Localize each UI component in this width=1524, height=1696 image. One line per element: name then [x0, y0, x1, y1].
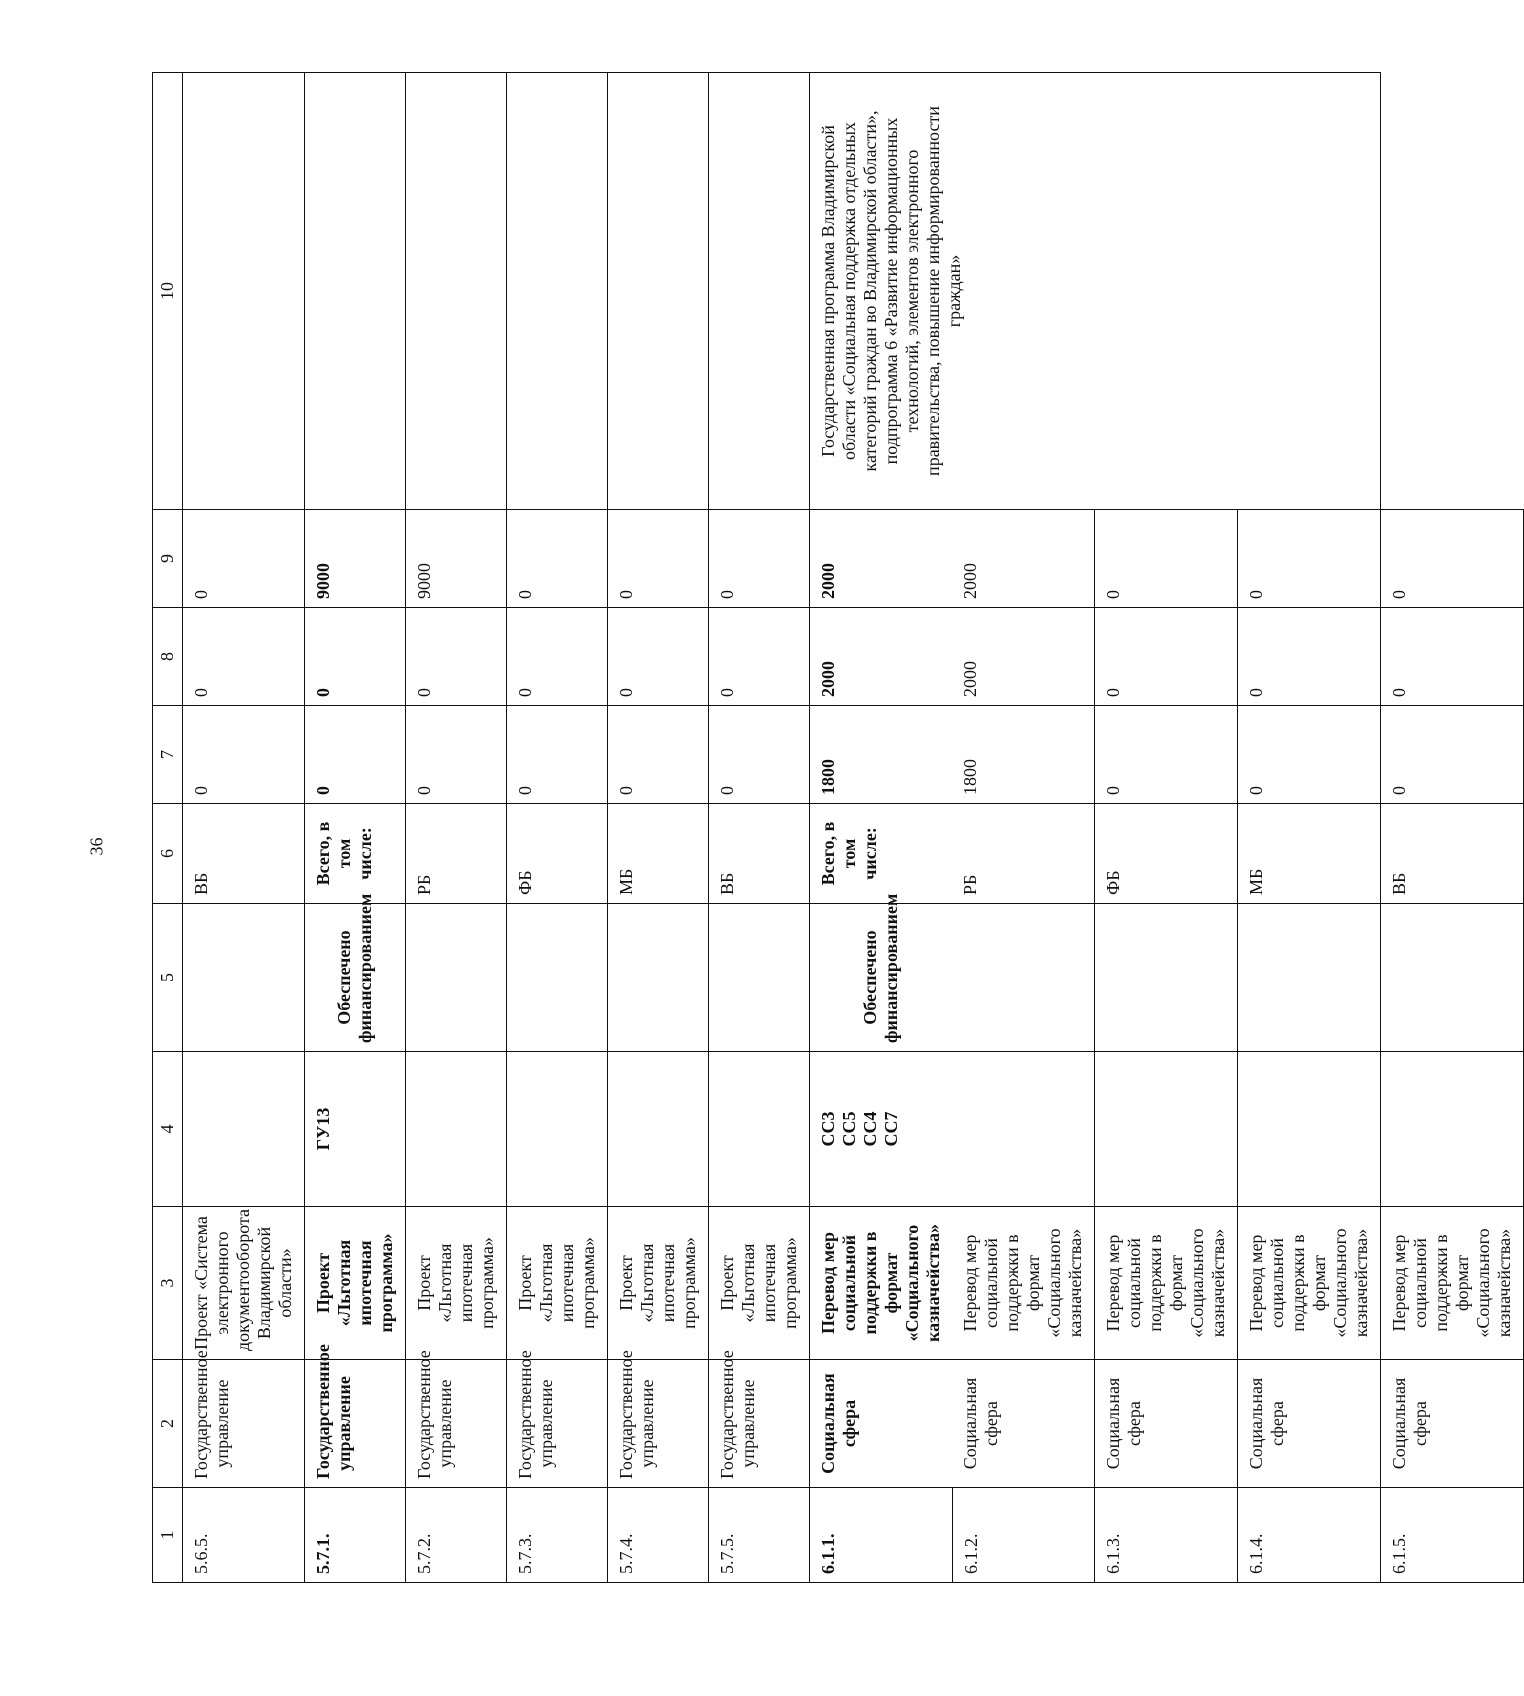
col-header: 10: [153, 73, 183, 510]
value-col7-cell: [1238, 706, 1381, 804]
source-cell: [305, 804, 406, 904]
row-id-cell-text: 5.7.4.: [616, 1533, 636, 1574]
name-cell-text: Проект «Льготная ипотечная программа»: [717, 1237, 800, 1329]
status-cell: [183, 904, 305, 1052]
col-header: 8: [153, 608, 183, 706]
source-cell-text: ВБ: [717, 872, 737, 895]
sphere-cell: [1238, 1360, 1381, 1488]
name-cell: [305, 1207, 406, 1360]
value-col8-cell-text: 0: [313, 688, 333, 697]
value-col9-cell-text: 2000: [818, 563, 838, 599]
sphere-cell-text: Социальная сфера: [1103, 1377, 1144, 1470]
value-col9-cell-text: 0: [616, 590, 636, 599]
value-col7-cell-text: 0: [1246, 786, 1266, 795]
row-id-cell-text: 5.6.5.: [191, 1533, 211, 1574]
source-cell-text: Всего, в том числе:: [818, 821, 880, 886]
source-cell-text: МБ: [616, 868, 636, 895]
row-id-cell: [406, 1488, 507, 1583]
name-cell-text: Проект «Льготная ипотечная программа»: [313, 1233, 396, 1333]
value-col9-cell: [709, 510, 810, 608]
table-row: [305, 73, 406, 1583]
col-header: 7: [153, 706, 183, 804]
value-col7-cell: [507, 706, 608, 804]
row-id-cell: [305, 1488, 406, 1583]
status-cell: [709, 904, 810, 1052]
code-cell: [709, 1052, 810, 1207]
value-col8-cell: [507, 608, 608, 706]
header-row: [153, 73, 183, 1583]
name-cell: [507, 1207, 608, 1360]
code-cell: [952, 1052, 1095, 1207]
value-col9-cell: [1381, 510, 1524, 608]
value-col8-cell-text: 0: [616, 688, 636, 697]
source-cell-text: ФБ: [1103, 870, 1123, 895]
code-cell-text: ГУ13: [313, 1107, 333, 1151]
sphere-cell: [305, 1344, 406, 1488]
table-row: [507, 73, 608, 1583]
code-cell-text: СС3 СС5 СС4 СС7: [818, 1111, 901, 1147]
value-col9-cell-text: 9000: [313, 563, 333, 599]
program-note-text: Государственная программа Владимирской области «Социальная поддержка отдельных категорий граждан во Владимирской области», подпрограмма 6 «Развитие информационных технологий, элементов электронного правительства, повышение информированности граждан»: [818, 106, 964, 476]
value-col9-cell: [1095, 510, 1238, 608]
value-col8-cell: [952, 608, 1095, 706]
value-col8-cell-text: 0: [1246, 688, 1266, 697]
status-cell: [810, 893, 953, 1052]
value-col7-cell: [305, 706, 406, 804]
value-col9-cell-text: 0: [191, 590, 211, 599]
value-col7-cell: [952, 706, 1095, 804]
source-cell: [952, 804, 1095, 904]
value-col7-cell-text: 0: [1103, 786, 1123, 795]
value-col8-cell-text: 0: [1103, 688, 1123, 697]
code-cell: [1381, 1052, 1524, 1207]
value-col7-cell-text: 1800: [960, 759, 980, 795]
code-cell: [305, 1052, 406, 1207]
sphere-cell: [952, 1360, 1095, 1488]
code-cell: [810, 1052, 953, 1207]
sphere-cell: [608, 1350, 709, 1488]
name-cell: [608, 1207, 709, 1360]
value-col7-cell: [406, 706, 507, 804]
value-col9-cell: [507, 510, 608, 608]
empty-note-cell: [183, 73, 305, 510]
name-cell-text: Проект «Система электронного документооборота Владимирской области»: [191, 1208, 295, 1351]
name-cell: [1095, 1207, 1238, 1360]
status-cell: [1095, 904, 1238, 1052]
value-col8-cell: [810, 608, 953, 706]
col-header: 1: [153, 1488, 183, 1583]
row-id-cell: [1238, 1488, 1381, 1583]
value-col9-cell: [305, 510, 406, 608]
row-id-cell-text: 5.7.5.: [717, 1533, 737, 1574]
row-id-cell-text: 5.7.1.: [313, 1533, 333, 1574]
source-cell: [1095, 804, 1238, 904]
row-id-cell-text: 6.1.2.: [960, 1533, 981, 1574]
name-cell-text: Проект «Льготная ипотечная программа»: [515, 1237, 598, 1329]
table-row: [406, 73, 507, 1583]
empty-note-cell: [608, 73, 709, 510]
value-col8-cell-text: 0: [515, 688, 535, 697]
col-header: 5: [153, 904, 183, 1052]
value-col8-cell: [608, 608, 709, 706]
sphere-cell: [406, 1350, 507, 1488]
value-col7-cell-text: 0: [717, 786, 737, 795]
sphere-cell-text: Социальная сфера: [960, 1377, 1001, 1470]
empty-note-cell: [406, 73, 507, 510]
col-header: 6: [153, 804, 183, 904]
value-col9-cell-text: 0: [717, 590, 737, 599]
source-cell-text: ФБ: [515, 870, 535, 895]
sphere-cell: [507, 1350, 608, 1488]
row-id-cell-text: 5.7.2.: [414, 1533, 434, 1574]
table-row: [1381, 73, 1524, 1583]
source-cell: [709, 804, 810, 904]
table-row: [810, 73, 953, 1583]
value-col9-cell-text: 9000: [414, 563, 434, 599]
value-col8-cell-text: 0: [1389, 688, 1409, 697]
sphere-cell-text: Социальная сфера: [1246, 1377, 1287, 1470]
value-col7-cell: [709, 706, 810, 804]
row-id-cell: [608, 1488, 709, 1583]
sphere-cell-text: Государственное управление: [191, 1350, 232, 1479]
source-cell: [608, 804, 709, 904]
status-cell: [952, 904, 1095, 1052]
code-cell: [183, 1052, 305, 1207]
value-col8-cell: [1381, 608, 1524, 706]
value-col8-cell-text: 2000: [960, 661, 980, 697]
sphere-cell: [1095, 1360, 1238, 1488]
value-col9-cell-text: 0: [1103, 590, 1123, 599]
value-col9-cell-text: 0: [515, 590, 535, 599]
col-header: 4: [153, 1052, 183, 1207]
source-cell: [406, 804, 507, 904]
name-cell: [183, 1207, 305, 1360]
status-cell: [1238, 904, 1381, 1052]
status-cell: [1381, 904, 1524, 1052]
value-col9-cell-text: 2000: [960, 563, 980, 599]
row-id-cell-text: 5.7.3.: [515, 1533, 535, 1574]
value-col7-cell-text: 0: [1389, 786, 1409, 795]
name-cell: [406, 1207, 507, 1360]
page-number: 36: [86, 837, 107, 856]
sphere-cell-text: Государственное управление: [515, 1350, 556, 1479]
value-col9-cell: [810, 510, 953, 608]
program-note-cell: [810, 73, 1381, 510]
value-col7-cell-text: 0: [313, 786, 333, 795]
name-cell: [952, 1207, 1095, 1360]
value-col8-cell-text: 0: [414, 688, 434, 697]
row-id-cell-text: 6.1.1.: [818, 1533, 838, 1574]
measures-table: [152, 72, 1524, 1583]
table-body: [183, 73, 1524, 1583]
source-cell: [1381, 804, 1524, 904]
value-col7-cell-text: 1800: [818, 759, 838, 795]
col-header: 2: [153, 1360, 183, 1488]
row-id-cell-text: 6.1.3.: [1103, 1533, 1123, 1574]
value-col7-cell: [1095, 706, 1238, 804]
source-cell: [507, 804, 608, 904]
value-col8-cell: [183, 608, 305, 706]
table-row: [183, 73, 305, 1583]
value-col8-cell-text: 0: [717, 688, 737, 697]
row-id-cell-text: 6.1.4.: [1246, 1533, 1266, 1574]
value-col7-cell: [183, 706, 305, 804]
name-cell-text: Перевод мер социальной поддержки в формат «Социального казначейства»: [1246, 1228, 1371, 1338]
value-col8-cell-text: 0: [191, 688, 211, 697]
source-cell-text: ВБ: [191, 872, 211, 895]
value-col7-cell: [1381, 706, 1524, 804]
value-col9-cell-text: 0: [1389, 590, 1409, 599]
row-id-cell-text: 6.1.5.: [1389, 1533, 1409, 1574]
code-cell: [1238, 1052, 1381, 1207]
row-id-cell: [1381, 1488, 1524, 1583]
sphere-cell-text: Государственное управление: [313, 1344, 354, 1479]
source-cell: [1238, 804, 1381, 904]
row-id-cell: [507, 1488, 608, 1583]
col-header: 9: [153, 510, 183, 608]
sphere-cell: [810, 1360, 953, 1488]
table-row: [608, 73, 709, 1583]
value-col8-cell: [406, 608, 507, 706]
code-cell: [406, 1052, 507, 1207]
status-cell: [608, 904, 709, 1052]
row-id-cell: [709, 1488, 810, 1583]
code-cell: [507, 1052, 608, 1207]
row-id-cell: [183, 1488, 305, 1583]
name-cell: [1238, 1207, 1381, 1360]
table-row: [709, 73, 810, 1583]
source-cell-text: Всего, в том числе:: [313, 821, 375, 886]
sphere-cell-text: Социальная сфера: [1389, 1377, 1430, 1470]
value-col9-cell: [1238, 510, 1381, 608]
value-col7-cell-text: 0: [414, 786, 434, 795]
name-cell-text: Перевод мер социальной поддержки в формат «Социального казначейства»: [1389, 1228, 1514, 1338]
col-header: 3: [153, 1207, 183, 1360]
source-cell-text: РБ: [960, 874, 980, 895]
value-col9-cell: [608, 510, 709, 608]
empty-note-cell: [305, 73, 406, 510]
name-cell-text: Проект «Льготная ипотечная программа»: [616, 1237, 699, 1329]
sphere-cell-text: Государственное управление: [414, 1350, 455, 1479]
sphere-cell-text: Социальная сфера: [818, 1373, 859, 1474]
value-col7-cell-text: 0: [616, 786, 636, 795]
value-col8-cell: [305, 608, 406, 706]
source-cell-text: ВБ: [1389, 872, 1409, 895]
value-col8-cell-text: 2000: [818, 661, 838, 697]
name-cell-text: Перевод мер социальной поддержки в формат «Социального казначейства»: [1103, 1228, 1228, 1338]
source-cell: [183, 804, 305, 904]
value-col7-cell-text: 0: [191, 786, 211, 795]
status-cell-text: Обеспечено финансированием: [334, 893, 375, 1043]
sphere-cell-text: Государственное управление: [616, 1350, 657, 1479]
row-id-cell: [1095, 1488, 1238, 1583]
status-cell-text: Обеспечено финансированием: [860, 893, 901, 1043]
source-cell: [810, 804, 953, 904]
row-id-cell: [810, 1488, 953, 1583]
value-col9-cell: [183, 510, 305, 608]
name-cell-text: Проект «Льготная ипотечная программа»: [414, 1237, 497, 1329]
name-cell: [709, 1207, 810, 1360]
empty-note-cell: [507, 73, 608, 510]
name-cell-text: Перевод мер социальной поддержки в формат «Социального казначейства»: [818, 1223, 943, 1343]
status-cell: [406, 904, 507, 1052]
source-cell-text: МБ: [1246, 868, 1266, 895]
value-col7-cell-text: 0: [515, 786, 535, 795]
name-cell-text: Перевод мер социальной поддержки в формат «Социального казначейства»: [960, 1228, 1085, 1338]
status-cell: [305, 893, 406, 1052]
empty-note-cell: [709, 73, 810, 510]
name-cell: [1381, 1207, 1524, 1360]
value-col8-cell: [709, 608, 810, 706]
value-col9-cell: [952, 510, 1095, 608]
name-cell: [810, 1207, 953, 1360]
code-cell: [1095, 1052, 1238, 1207]
rotated-table-wrapper: [152, 73, 1514, 1583]
source-cell-text: РБ: [414, 874, 434, 895]
status-cell: [507, 904, 608, 1052]
code-cell: [608, 1052, 709, 1207]
sphere-cell: [1381, 1360, 1524, 1488]
value-col9-cell: [406, 510, 507, 608]
sphere-cell: [183, 1350, 305, 1488]
row-id-cell: [952, 1488, 1095, 1583]
value-col9-cell-text: 0: [1246, 590, 1266, 599]
sphere-cell: [709, 1350, 810, 1488]
empty-note-cell: [1381, 73, 1524, 510]
value-col8-cell: [1095, 608, 1238, 706]
value-col8-cell: [1238, 608, 1381, 706]
value-col7-cell: [608, 706, 709, 804]
sphere-cell-text: Государственное управление: [717, 1350, 758, 1479]
value-col7-cell: [810, 706, 953, 804]
